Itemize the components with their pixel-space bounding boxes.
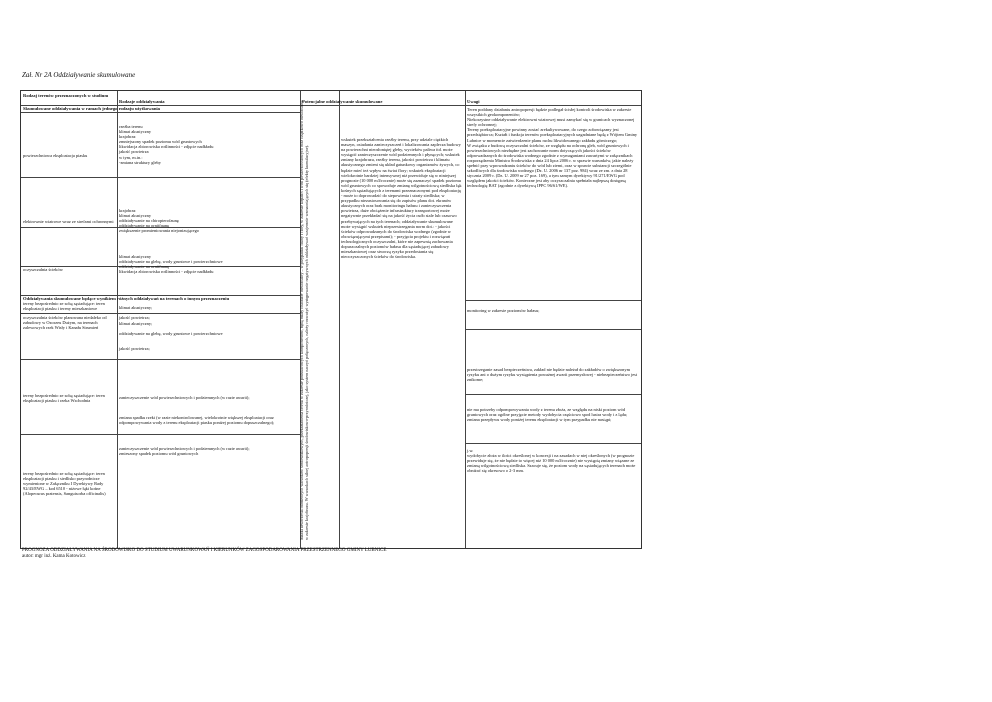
document-caption: Zał. Nr 2A Oddziaływanie skumulowane [22, 71, 136, 79]
section-title-single-use: Skumulowane oddziaływania w ramach jednego rodzaju użytkowania [23, 106, 160, 111]
potential-cumulative-impact-text: wskutek przekształcenia rzeźby terenu, przy udziale ciężkich maszyn, osiadania zanieczyszczeń i lokalizowania zaplecza budowy na powierzchni nieosłoniętej gleby, wycieków paliwa itd. może wystąpić zanieczyszczenie wód podziemnych i płynących; wskutek zmiany krajobrazu, rzeźby terenu, jakości powietrza i klimatu akustycznego zmieni się układ gatunkowy organizmów żywych, co będzie mieć też wpływ na świat flory; wskutek eksploatacji wielokrotnie bardziej intensywnej niż przewiduje się w niniejszej prognozie (10 000 m3/rocznie) może się zaznaczyć spadek poziomu wód gruntowych co spowoduje zmianę wilgotnościową siedliska łąk kośnych sąsiadujących z terenami przeznaczonymi pod eksploatację - może to doprowadzić do stepowienia i utraty siedliska; w przypadku niezastosowania się do zapisów planu dot. ekranów akustycznych oraz brak monitoringu hałasu i zanieczyszczenia powietrza, duże obciążenie infrastruktury transportowej może negatywnie przekładać się na jakość życia osób stale lub czasowo przebywających na tych terenach; oddziaływanie skumulowane może wystąpić wskutek nieprzestrzegania norm dot.: - jakości ścieków odprowadzanych do środowiska wodnego (zgodnie w obowiązującymi przepisami); - przyjęcia projektu i rozwiązań technologicznych oczyszczalni, które nie zapewnią zachowania dopuszczalnych poziomów hałasu dla sąsiadującej zabudowy mieszkaniowej oraz stworzą ryzyko przedostania się nieoczyszczonych ścieków do środowiska. [341, 137, 462, 260]
header-terrain-type: Rodzaj terenów przeznaczonych w studium [23, 93, 109, 98]
note-extraction-volume: j.w. wydobycie złoża w ilości określonej w koncesji i na zasadach w niej określonych (w prognozie przewiduje się, że nie będzie to więcej niż 10 000 m3/rocznie) nie wystąpią zmiany wiązane ze zmianą wilgotnościową siedliska. Szacuje się, że poziom wody na sąsiadujących terenach może obniżać się okresowo o 2-3 mm. [467, 448, 636, 474]
impacts-sewage-floodplain: klimat akustyczny; oddziaływanie na glebę, wody gruntowe i powierzchniowe jakość powietrza; [119, 321, 223, 352]
footer-author: autor: mgr inż. Kama Kotowicz [22, 554, 86, 559]
impacts-mining-river: zanieczyszczenie wód powierzchniowych i podziemnych (w razie awarii); zmiana spadku rzeki (w razie niekontrolowanej, wielokrotnie większej eksploatacji oraz odpompowywania wody z terenu eksploatacji piasku poniżej poziomu dopuszczalnego); [119, 395, 275, 426]
impacts-wind-farms: krajobraz klimat akustyczny oddziaływanie na chiropterofaunę oddziaływanie na ornitfaunę zwiększenie promieniowania niejonizującego [119, 208, 199, 234]
terrain-type-mining-housing: tereny bezpośrednio ze sobą sąsiadujące: teren eksploatacji piasku i tereny mieszkaniowe [23, 301, 105, 312]
terrain-type-sand-mining: powierzchniowa eksploatacja piasku [23, 153, 88, 158]
header-impact-types: Rodzaje oddziaływania [119, 99, 165, 104]
terrain-type-sewage-floodplain: oczyszczalnia ścieków planowana niedaleko od zabudowy w Ozorzeu Dużym, na terenach zalewowych rzek Wisły i Kanału Strumień [23, 315, 107, 331]
terrain-type-wind-farms: elektrownie wiatrowe wraz ze strefami ochronnymi [23, 219, 114, 224]
footer-title: PROGNOZA ODDZIAŁYWANIA NA ŚRODOWISKO DO STUDIUM UWARUNKOWAŃ I KIERUNKÓW ZAGOSPODAROWANIA PRZESTRZENNEGO GMINY LUBNICE [22, 548, 387, 553]
note-environment-control: Teren poddany działaniu antropopresji będzie podlegał ścisłej kontroli środowiska w zakresie wszystkich geokomponentów; Niekorzystne oddziaływanie elektrowni wiatrowej musi zamykać się w granicach wyznaczonej strefy ochronnej; Tereny poeksploatacyjne powinny zostać zrekultywowane, do czego zobowiązany jest przedsiębiorca; Kształt i funkcja terenów poeksploatacyjnych uzgadniane będą z Wójtem Gminy Lubnice w momencie zatwierdzenie planu ruchu likwidowanego zakładu górniczego; W związku z budową oczyszczalni ścieków, ze względu na ochronę gleb, wód gruntowych i powierzchniowych niezbędne jest zachowanie norm dotyczących jakości ścieków odprowadzanych do środowiska wodnego zgodnie z wymaganiami zawartymi w załącznikach rozporządzenia Ministra Środowiska z dnia 24 lipca 2006 r. w sprawie warunków, jakie należy spełnić przy wprowadzaniu ścieków do wód lub ziemi, oraz w sprawie substancji szczególnie szkodliwych dla środowiska wodnego (Dz. U. 2006 nr 137 poz. 984) wraz ze zm. z dnia 28 stycznia 2009 r. (Dz. U. 2009 nr 27 poz. 169), a tym samym dyrektywy 91/271/EWG pod względem jakości ścieków. Konieczne jest aby oczyszczalnia spełniała najlepszą dostępną technologię BAT (zgodnie z dyrektywą IPPC 96/61/WE). [467, 107, 638, 189]
cumulative-impact-table [20, 90, 642, 549]
impacts-sewage-plant: klimat akustyczny oddziaływanie na glebę, wody gruntowe i powierzchniowe oddziaływanie na ornitfaunę likwidacja zbiorowiska roślinności - zdjęcie nadkładu [119, 254, 223, 275]
terrain-type-mining-meadow: tereny bezpośrednio ze sobą sąsiadujące: teren eksploatacji piasku i siedlisko przyrodnicze wymienione w Załączniku I Dyrektywy Rady 92/43/EWG – kod 6510 - niżowe łąki kośne (Alopecurus pratensis, Sanguisorba officinalis) [23, 471, 106, 497]
terrain-type-mining-river: tereny bezpośrednio ze sobą sąsiadujące: teren eksploatacji piasku i rzeka Wschodnia [23, 393, 105, 404]
vertical-cumulative-effects-text: Skutki utworzenia odmiennych warunków środowiskowych, przekształcenia terenu w zakresie podstawowych komponentów, będą miały charakter odwracalny – w przypadku fauny i flory, w zakresie kopalin i wód powierzchniowych oraz cząstkowo odwracalny w zakresie krajobrazu. W warunkach silnej antropopresji środowiskowo-przyrodniczej, jako system naczyń połączonych, należy rozważyć występowanie negatywnych oddziaływań wzajemnie wzmacniających się (efekty kumulacyjne). [299, 100, 310, 540]
section-title-different-use: Oddziaływania skumulowane będące wynikiem różnych oddziaływań na terenach o innym przeznaczeniu [23, 296, 230, 301]
page-footer [22, 548, 386, 560]
note-safety-rules: przestrzeganie zasad bezpieczeństwa, zakład nie będzie należał do zakładów o zwiększonym ryzyku ani o dużym ryzyku wystąpienia poważnej awarii przemysłowej - niebezpieczeństwo jest znikome; [467, 367, 638, 383]
impacts-mining-housing: klimat akustyczny; jakość powietrza; [119, 305, 153, 321]
header-notes: Uwagi [467, 99, 480, 104]
impacts-mining-meadow: zanieczyszczenie wód powierzchniowych i podziemnych (w razie awarii); zmieszony spadek poziomu wód gruntowych [119, 446, 250, 457]
note-no-pumping: nie ma potrzeby odpompowywania wody z terenu złoża, ze względu na niski poziom wód gruntowych oraz ogólne przyjęcie metody wydobycia częściowo spod lustra wody i z lądu; zmiana przepływu wody poniżej terenu eksploatacji w tym przypadku nie nastąpi; [467, 407, 628, 423]
terrain-type-sewage-plant: oczyszczalnia ścieków [23, 267, 63, 272]
impacts-sand-mining: rzeźba terenu klimat akustyczny krajobraz zmniejszony spadek poziomu wód gruntowych likwidacja zbiorowiska roślinności - zdjęcie nadkładu jakość powietrza w tym, m.in.: -zmiana struktury gleby [119, 124, 214, 165]
note-noise-monitoring: monitoring w zakresie poziomów hałasu; [467, 308, 540, 313]
header-potential-cumulative: Potencjalne oddziaływanie skumulowane [302, 99, 383, 104]
